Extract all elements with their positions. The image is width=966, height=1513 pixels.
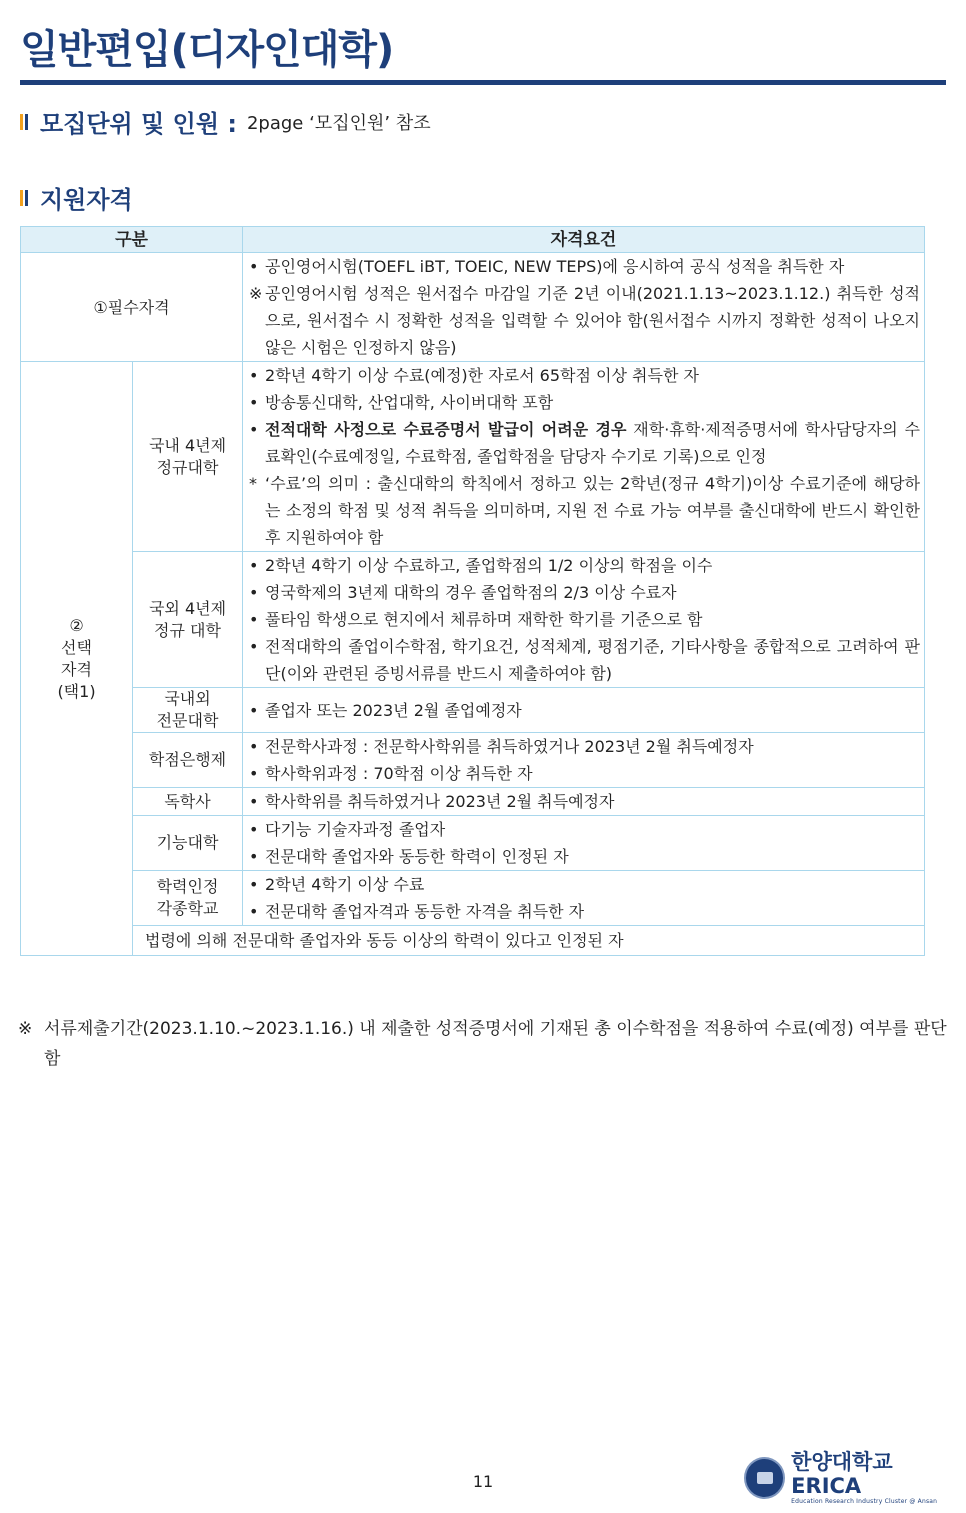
bullet-marker: • xyxy=(249,393,259,412)
bullet-marker: • xyxy=(249,637,259,656)
item-text: 졸업자 또는 2023년 2월 졸업예정자 xyxy=(265,700,522,720)
list-item xyxy=(247,697,920,724)
section-bar-icon xyxy=(20,114,28,130)
title-divider xyxy=(20,80,946,85)
table-row xyxy=(21,926,925,956)
bullet-marker: • xyxy=(249,556,259,575)
qualification-table xyxy=(20,226,925,956)
list-item xyxy=(247,788,920,815)
footnote xyxy=(18,1014,948,1074)
requirement-content xyxy=(243,788,925,816)
label-line: 독학사 xyxy=(164,791,211,811)
subcategory-label xyxy=(133,362,243,552)
item-text: 다기능 기술자과정 졸업자 xyxy=(265,820,446,839)
logo-name: 한양대학교 ERICA xyxy=(791,1450,893,1498)
requirement-content xyxy=(243,362,925,552)
item-text: 공인영어시험(TOEFL iBT, TOEIC, NEW TEPS)에 응시하여 공식 성적을 취득한 자 xyxy=(265,257,845,276)
header-category: 구분 xyxy=(21,227,243,253)
item-text: 전문대학 졸업자와 동등한 학력이 인정된 자 xyxy=(265,847,569,866)
emphasis-text: 전적대학 사정으로 수료증명서 발급이 어려운 경우 xyxy=(265,420,627,439)
row-required xyxy=(21,253,925,362)
requirement-content xyxy=(243,688,925,733)
item-text: 방송통신대학, 산업대학, 사이버대학 포함 xyxy=(265,393,554,412)
subcategory-label xyxy=(133,871,243,926)
item-text: ‘수료’의 의미 : 출신대학의 학칙에서 정하고 있는 2학년(정규 4학기)이상 수료기준에 해당하는 소정의 학점 및 성적 취득을 의미하며, 지원 전 수료 가능 여부를 출신대학에 반드시 확인한 후 지원하여야 함 xyxy=(265,474,920,547)
label-line: 선택 xyxy=(61,637,92,657)
table-row xyxy=(21,788,925,816)
bullet-marker: • xyxy=(249,792,259,811)
item-text: 전문학사과정 : 전문학사학위를 취득하였거나 2023년 2월 취득예정자 xyxy=(265,737,754,756)
footnote-marker: ※ xyxy=(18,1019,33,1039)
list-item xyxy=(247,253,920,280)
university-seal-icon xyxy=(744,1457,785,1499)
list-item xyxy=(247,633,920,687)
subcategory-label xyxy=(133,552,243,688)
item-text: 풀타임 학생으로 현지에서 체류하며 재학한 학기를 기준으로 함 xyxy=(265,610,703,629)
bullet-marker: • xyxy=(249,902,259,921)
required-content xyxy=(243,253,925,362)
equivalent-qualification: 법령에 의해 전문대학 졸업자와 동등 이상의 학력이 있다고 인정된 자 xyxy=(133,926,925,956)
item-text: 학사학위과정 : 70학점 이상 취득한 자 xyxy=(265,764,533,783)
table-row xyxy=(21,688,925,733)
label-line: 국내외 xyxy=(164,689,211,708)
table-header-row xyxy=(21,227,925,253)
table-row xyxy=(21,552,925,688)
section-qual-heading xyxy=(20,180,133,215)
label-line: 정규 대학 xyxy=(154,620,221,640)
section-recruit-heading xyxy=(20,104,431,139)
requirement-content xyxy=(243,733,925,788)
bullet-marker: • xyxy=(249,366,259,385)
item-text: 공인영어시험 성적은 원서접수 마감일 기준 2년 이내(2021.1.13~2023.1.12.) 취득한 성적으로, 원서접수 시 정확한 성적을 입력할 수 있어야 함(원서접수 시까지 정확한 성적이 나오지 않은 시험은 인정하지 않음) xyxy=(265,284,920,357)
item-text: 2학년 4학기 이상 수료 xyxy=(265,875,425,894)
label-line: 국내 4년제 xyxy=(148,435,227,455)
list-item xyxy=(247,280,920,361)
label-line: 학점은행제 xyxy=(148,750,227,769)
bullet-marker: * xyxy=(249,474,258,493)
subcategory-label xyxy=(133,816,243,871)
list-item xyxy=(247,733,920,760)
section-recruit-note: 2page ‘모집인원’ 참조 xyxy=(246,112,431,134)
bullet-marker: • xyxy=(249,764,259,783)
subcategory-label xyxy=(133,688,243,733)
list-item xyxy=(247,416,920,470)
subcategory-label xyxy=(133,788,243,816)
section-recruit-label: 모집단위 및 인원 : xyxy=(40,110,237,138)
section-qual-label: 지원자격 xyxy=(40,186,133,214)
bullet-marker: • xyxy=(249,583,259,602)
list-item xyxy=(247,389,920,416)
bullet-marker: • xyxy=(249,257,259,276)
list-item xyxy=(247,843,920,870)
section-bar-icon xyxy=(20,190,28,206)
label-line: 학력인정 xyxy=(156,877,219,896)
label-line: 자격 xyxy=(61,659,92,679)
item-text: 전문대학 졸업자격과 동등한 자격을 취득한 자 xyxy=(265,902,585,921)
label-line: 기능대학 xyxy=(156,833,219,852)
label-line: 각종학교 xyxy=(156,899,219,918)
label-line: 정규대학 xyxy=(156,457,219,477)
label-line: ② xyxy=(69,615,84,635)
subcategory-label xyxy=(133,733,243,788)
list-item xyxy=(247,579,920,606)
page-number: 11 xyxy=(472,1472,494,1491)
item-text: 재학·휴학·제적증명서에 학사담당자의 수료확인(수료예정일, 수료학점, 졸업학점을 담당자 수기로 기록)으로 인정 xyxy=(265,420,920,466)
bullet-marker: • xyxy=(249,847,259,866)
list-item xyxy=(247,816,920,843)
list-item xyxy=(247,760,920,787)
label-line: 전문대학 xyxy=(156,711,219,730)
requirement-content xyxy=(243,552,925,688)
requirement-content xyxy=(243,871,925,926)
bullet-marker: • xyxy=(249,875,259,894)
required-label: ①필수자격 xyxy=(21,253,243,362)
item-text: 영국학제의 3년제 대학의 경우 졸업학점의 2/3 이상 수료자 xyxy=(265,583,677,602)
bullet-marker: ※ xyxy=(249,284,263,303)
table-row xyxy=(21,816,925,871)
choice-group-label xyxy=(21,362,133,956)
header-requirements: 자격요건 xyxy=(243,227,925,253)
item-text: 전적대학의 졸업이수학점, 학기요건, 성적체계, 평점기준, 기타사항을 종합적으로 고려하여 판단(이와 관련된 증빙서류를 반드시 제출하여야 함) xyxy=(265,637,920,683)
list-item xyxy=(247,606,920,633)
item-text: 2학년 4학기 이상 수료(예정)한 자로서 65학점 이상 취득한 자 xyxy=(265,366,699,385)
list-item xyxy=(247,470,920,551)
table-row xyxy=(21,733,925,788)
list-item xyxy=(247,898,920,925)
bullet-marker: • xyxy=(249,610,259,629)
page-title: 일반편입(디자인대학) xyxy=(20,27,394,73)
footnote-text: 서류제출기간(2023.1.10.~2023.1.16.) 내 제출한 성적증명서에 기재된 총 이수학점을 적용하여 수료(예정) 여부를 판단함 xyxy=(44,1019,947,1069)
table-row xyxy=(21,871,925,926)
bullet-marker: • xyxy=(249,420,259,439)
table-row xyxy=(21,362,925,552)
bullet-marker: • xyxy=(249,820,259,839)
item-text: 학사학위를 취득하였거나 2023년 2월 취득예정자 xyxy=(265,792,615,811)
label-line: 국외 4년제 xyxy=(148,598,227,618)
list-item xyxy=(247,362,920,389)
label-line: (택1) xyxy=(57,681,96,701)
bullet-marker: • xyxy=(249,700,259,720)
university-logo xyxy=(744,1450,966,1506)
item-text: 2학년 4학기 이상 수료하고, 졸업학점의 1/2 이상의 학점을 이수 xyxy=(265,556,713,575)
logo-subtitle: Education Research Industry Cluster @ Ansan xyxy=(791,1498,938,1505)
list-item xyxy=(247,552,920,579)
list-item xyxy=(247,871,920,898)
bullet-marker: • xyxy=(249,737,259,756)
requirement-content xyxy=(243,816,925,871)
